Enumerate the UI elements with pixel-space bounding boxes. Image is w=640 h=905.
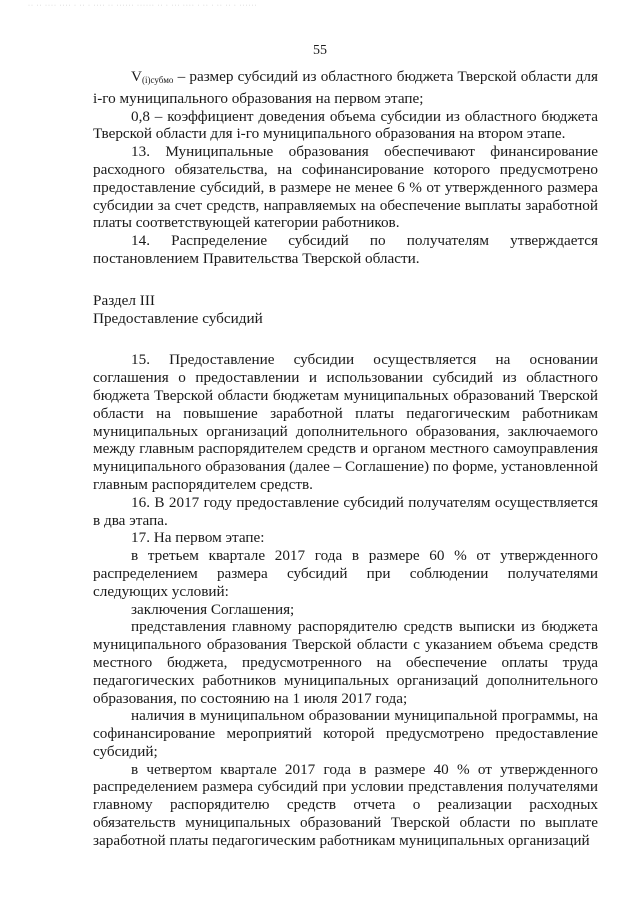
paragraph-condition-program: наличия в муниципальном образовании муниципальной программы, на софинансирование мероприятий которой предусмотрено предоставление субсидий; (93, 707, 598, 760)
paragraph-third-quarter: в третьем квартале 2017 года в размере 60 % от утвержденного распределением размера субсидий при соблюдении получателями следующих условий: (93, 547, 598, 600)
paragraph-condition-agreement: заключения Соглашения; (131, 600, 295, 618)
paragraph-fourth-quarter: в четвертом квартале 2017 года в размере 40 % от утвержденного распределением размера субсидий при условии представления получателями главному распорядителю средств отчета о реализации расходных обязательств муниципальных образований Тверской области по выплате заработной платы педагогическим работникам муниципальных организаций (93, 760, 598, 849)
section-heading (93, 292, 598, 328)
paragraph-14: 14. Распределение субсидий по получателям утверждается постановлением Правительства Тверской области. (93, 232, 598, 267)
formula-symbol: V (131, 68, 142, 85)
page-number: 55 (313, 43, 327, 58)
paragraph-coefficient: 0,8 – коэффициент доведения объема субсидии из областного бюджета Тверской области для i-го муниципального образования на втором этапе. (93, 107, 598, 143)
paragraph-13: 13. Муниципальные образования обеспечивают финансирование расходного обязательства, на софинансирование которого предусмотрено предоставление субсидий, в размере не менее 6 % от утвержденного размера субсидии за счет средств, направляемых на обеспечение выплаты заработной платы соответствующей категории работников. (93, 143, 598, 232)
formula-subscript: (i)субмо (141, 75, 174, 85)
paragraph-16: 16. В 2017 году предоставление субсидий получателям осуществляется в два этапа. (93, 493, 598, 529)
paragraph-17: 17. На первом этапе: (131, 529, 265, 547)
paragraph-text: – размер субсидий из областного бюджета Тверской области для i-го муниципального образования на первом этапе; (93, 68, 598, 107)
paragraph-v-definition (93, 68, 598, 108)
paragraph-condition-statement: представления главному распорядителю средств выписки из бюджета муниципального образования Тверской области с указанием объема средств местного бюджета, предусмотренного на обеспечение оплаты труда педагогических работников муниципальных организаций дополнительного образования, по состоянию на 1 июля 2017 года; (93, 618, 598, 707)
scan-header-noise: ·· ·· ···· ···· · ·· · ···· ·· ······ ······ ·· · ··· ···· · ·· · ·· ·· · ······ (28, 3, 258, 9)
section-title: Раздел III (93, 291, 155, 309)
section-subtitle: Предоставление субсидий (93, 309, 263, 327)
document-body (93, 68, 598, 850)
paragraph-15: 15. Предоставление субсидии осуществляется на основании соглашения о предоставлении и использовании субсидий из областного бюджета Тверской области бюджетам муниципальных образований Тверской области на повышение заработной платы педагогическим работникам муниципальных организаций дополнительного образования, заключаемого между главным распорядителем средств и органом местного самоуправления муниципального образования (далее – Соглашение) по форме, установленной главным распорядителем средств. (93, 351, 598, 493)
